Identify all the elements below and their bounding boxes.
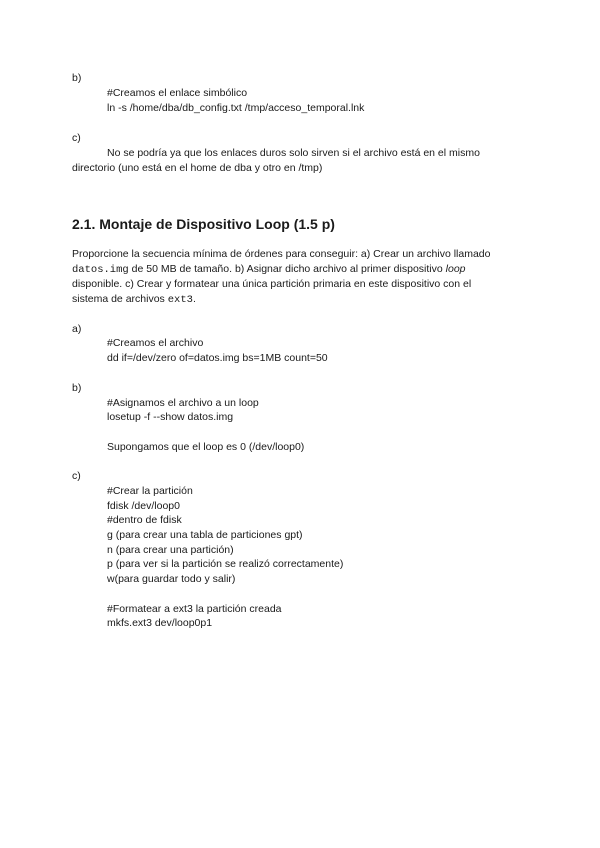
answer-label-a: a) — [72, 323, 82, 335]
command-fdisk: fdisk /dev/loop0 — [107, 500, 180, 512]
task-description-line3: disponible. c) Crear y formatear una única partición primaria en este dispositivo con el — [72, 278, 472, 290]
answer-label-b-prev: b) — [72, 72, 82, 84]
command-ln: ln -s /home/dba/db_config.txt /tmp/acceso_temporal.lnk — [107, 102, 365, 114]
answer-label-c: c) — [72, 470, 81, 482]
loop-emphasis: loop — [445, 263, 466, 275]
comment-inside-fdisk: #dentro de fdisk — [107, 514, 182, 526]
answer-label-b: b) — [72, 382, 82, 394]
fs-code: ext3 — [167, 294, 193, 306]
section-heading: 2.1. Montaje de Dispositivo Loop (1.5 p) — [72, 216, 335, 232]
fdisk-step-p: p (para ver si la partición se realizó correctamente) — [107, 558, 344, 570]
fdisk-step-n: n (para crear una partición) — [107, 544, 234, 556]
answer-label-c-prev: c) — [72, 132, 81, 144]
command-mkfs: mkfs.ext3 dev/loop0p1 — [107, 617, 213, 629]
hardlink-explanation-line2: directorio (uno está en el home de dba y otro en /tmp) — [72, 162, 323, 174]
filename-code: datos.img — [72, 264, 129, 276]
task-description-line4: sistema de archivos ext3. — [72, 293, 196, 306]
command-losetup: losetup -f --show datos.img — [107, 411, 234, 423]
loop-assumption: Supongamos que el loop es 0 (/dev/loop0) — [107, 441, 305, 453]
command-dd: dd if=/dev/zero of=datos.img bs=1MB count=50 — [107, 352, 328, 364]
comment-assign-loop: #Asignamos el archivo a un loop — [107, 397, 259, 409]
hardlink-explanation-line1: No se podría ya que los enlaces duros solo sirven si el archivo está en el mismo — [107, 147, 480, 159]
comment-create-file: #Creamos el archivo — [107, 337, 204, 349]
task-description-line1: Proporcione la secuencia mínima de órdenes para conseguir: a) Crear un archivo llamado — [72, 248, 491, 260]
fdisk-step-w: w(para guardar todo y salir) — [107, 573, 236, 585]
comment-symlink: #Creamos el enlace simbólico — [107, 87, 248, 99]
comment-create-partition: #Crear la partición — [107, 485, 193, 497]
comment-format-ext3: #Formatear a ext3 la partición creada — [107, 603, 282, 615]
fdisk-step-g: g (para crear una tabla de particiones gpt) — [107, 529, 303, 541]
task-description-line2: datos.img de 50 MB de tamaño. b) Asignar dicho archivo al primer dispositivo loop — [72, 263, 466, 276]
